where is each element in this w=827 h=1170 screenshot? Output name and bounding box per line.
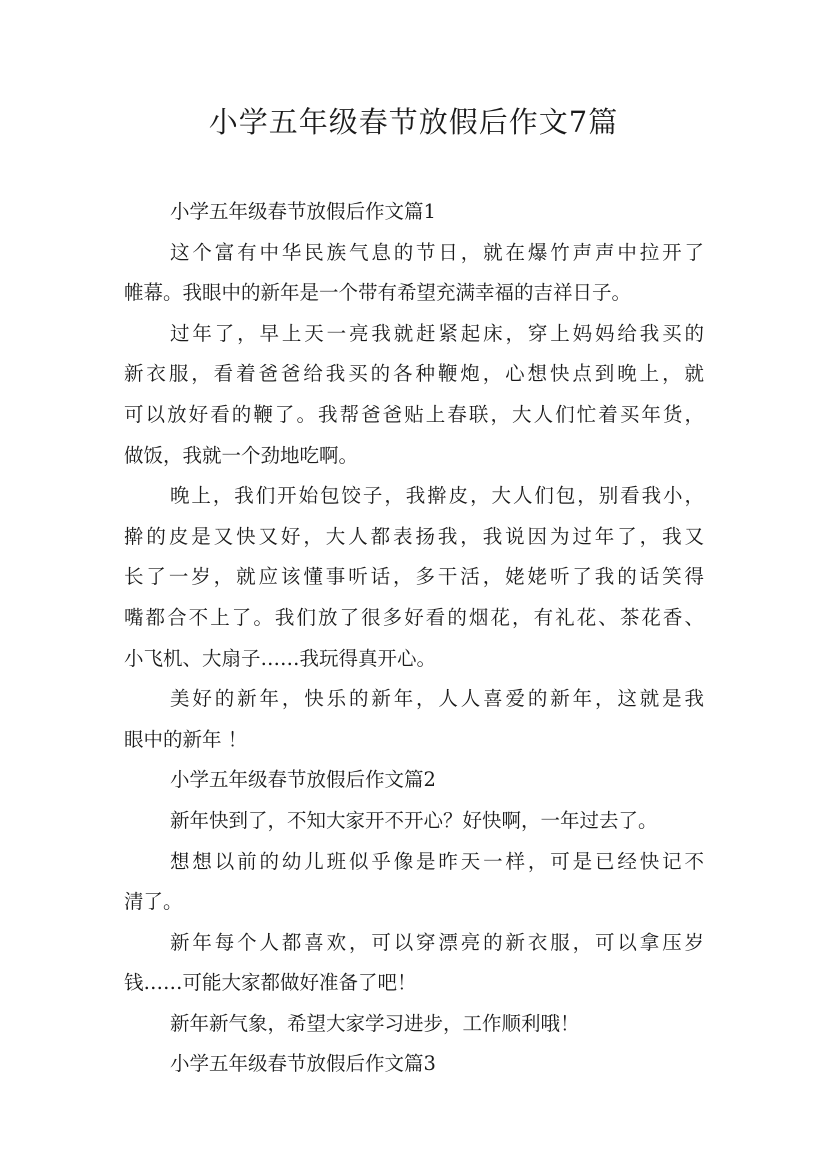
document-body <box>124 192 704 1085</box>
paragraph-line: 钱……可能大家都做好准备了吧！ <box>124 971 417 995</box>
paragraph-line: 长了一岁，就应该懂事听话，多干活，姥姥听了我的话笑得 <box>124 565 704 589</box>
paragraph-line: 美好的新年，快乐的新年，人人喜爱的新年，这就是我 <box>170 687 704 711</box>
section-heading-2: 小学五年级春节放假后作文篇2 <box>170 768 436 792</box>
paragraph-line: 清了。 <box>124 890 183 914</box>
paragraph-line: 可以放好看的鞭了。我帮爸爸贴上春联，大人们忙着买年货， <box>124 402 704 426</box>
paragraph-line: 帷幕。我眼中的新年是一个带有希望充满幸福的吉祥日子。 <box>124 281 632 305</box>
paragraph-line: 眼中的新年 ！ <box>124 727 248 751</box>
paragraph-line: 想想以前的幼儿班似乎像是昨天一样，可是已经快记不 <box>170 849 704 873</box>
paragraph-line: 做饭，我就一个劲地吃啊。 <box>124 443 359 467</box>
paragraph-line: 新年每个人都喜欢，可以穿漂亮的新衣服，可以拿压岁 <box>170 930 704 954</box>
paragraph-line: 小飞机、大扇子……我玩得真开心。 <box>124 646 437 670</box>
paragraph-line: 嘴都合不上了。我们放了很多好看的烟花，有礼花、茶花香、 <box>124 605 704 629</box>
paragraph-line: 晚上，我们开始包饺子，我擀皮，大人们包，别看我小， <box>170 484 704 508</box>
paragraph-line: 擀的皮是又快又好，大人都表扬我，我说因为过年了，我又 <box>124 524 704 548</box>
paragraph-line: 新年新气象，希望大家学习进步，工作顺利哦！ <box>170 1011 580 1035</box>
paragraph-line: 过年了，早上天一亮我就赶紧起床，穿上妈妈给我买的 <box>170 321 704 345</box>
section-heading-3: 小学五年级春节放假后作文篇3 <box>170 1052 436 1076</box>
section-heading-1: 小学五年级春节放假后作文篇1 <box>170 200 436 223</box>
paragraph-line: 这个富有中华民族气息的节日，就在爆竹声声中拉开了 <box>170 240 704 264</box>
paragraph-line: 新年快到了，不知大家开不开心？好快啊，一年过去了。 <box>170 808 658 832</box>
document-title: 小学五年级春节放假后作文7篇 <box>208 105 619 139</box>
paragraph-line: 新衣服，看着爸爸给我买的各种鞭炮，心想快点到晚上，就 <box>124 362 704 386</box>
